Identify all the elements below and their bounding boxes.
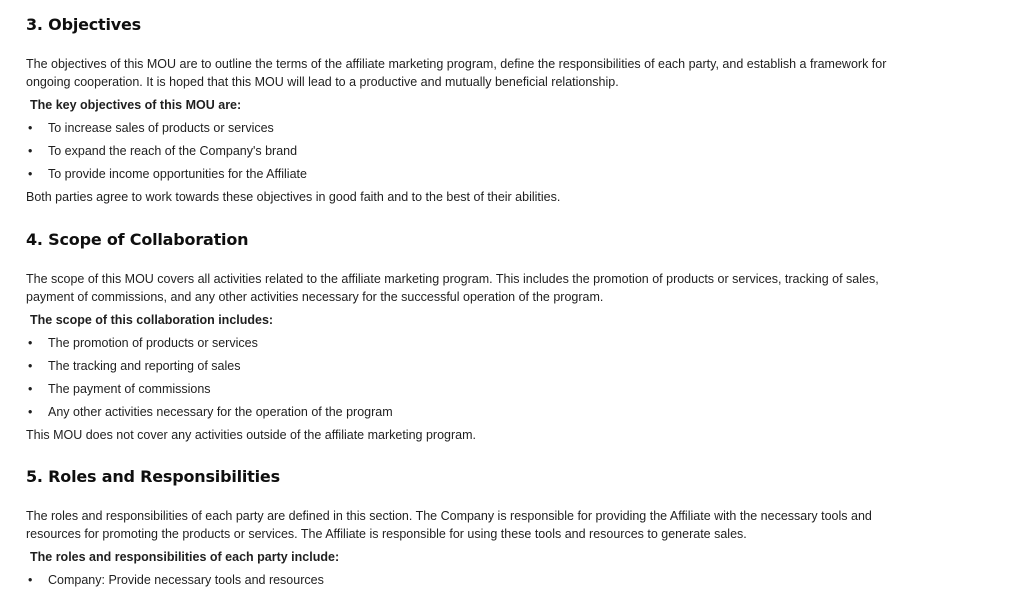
bullet-icon: •: [28, 359, 33, 373]
list-item-text: To provide income opportunities for the Affiliate: [48, 167, 307, 181]
list-heading: The scope of this collaboration includes:: [30, 313, 274, 327]
section-closing: This MOU does not cover any activities outside of the affiliate marketing program.: [26, 428, 476, 442]
list-item: [26, 334, 924, 352]
list-item-text: The promotion of products or services: [48, 336, 258, 350]
bullet-icon: •: [28, 167, 33, 181]
list-item: [26, 357, 924, 375]
section-title: 5. Roles and Responsibilities: [26, 467, 280, 486]
list-item: [26, 571, 924, 589]
bullet-icon: •: [28, 144, 33, 158]
bullet-list: [26, 571, 924, 589]
list-item: [26, 380, 924, 398]
section-title: 3. Objectives: [26, 15, 141, 34]
bullet-icon: •: [28, 336, 33, 350]
list-item-text: To increase sales of products or services: [48, 121, 274, 135]
bullet-icon: •: [28, 121, 33, 135]
bullet-list: [26, 334, 924, 421]
section-intro: The roles and responsibilities of each party are defined in this section. The Company is responsible for providing the Affiliate with the necessary tools and resources for promoting the products or services. The Affiliate is responsible for using these tools and resources to generate sales.: [26, 509, 872, 541]
list-item: [26, 403, 924, 421]
list-heading: The roles and responsibilities of each party include:: [30, 550, 340, 564]
section-title: 4. Scope of Collaboration: [26, 230, 249, 249]
bullet-icon: •: [28, 382, 33, 396]
list-item-text: Company: Provide necessary tools and resources: [48, 573, 324, 587]
list-item-text: Any other activities necessary for the operation of the program: [48, 405, 393, 419]
section-objectives: [26, 14, 924, 206]
list-heading: The key objectives of this MOU are:: [30, 98, 242, 112]
section-closing: Both parties agree to work towards these objectives in good faith and to the best of their abilities.: [26, 190, 561, 204]
bullet-icon: •: [28, 405, 33, 419]
section-intro: The objectives of this MOU are to outline the terms of the affiliate marketing program, define the responsibilities of each party, and establish a framework for ongoing cooperation. It is hoped that this MOU will lead to a productive and mutually beneficial relationship.: [26, 57, 887, 89]
list-item: [26, 119, 924, 137]
bullet-icon: •: [28, 573, 33, 587]
list-item-text: To expand the reach of the Company's brand: [48, 144, 298, 158]
list-item-text: The tracking and reporting of sales: [48, 359, 241, 373]
list-item-text: The payment of commissions: [48, 382, 211, 396]
section-intro: The scope of this MOU covers all activities related to the affiliate marketing program. This includes the promotion of products or services, tracking of sales, payment of commissions, and any other activities necessary for the successful operation of the program.: [26, 272, 879, 304]
bullet-list: [26, 119, 924, 183]
list-item: [26, 142, 924, 160]
section-scope: [26, 229, 924, 444]
list-item: [26, 165, 924, 183]
section-roles: [26, 466, 924, 589]
